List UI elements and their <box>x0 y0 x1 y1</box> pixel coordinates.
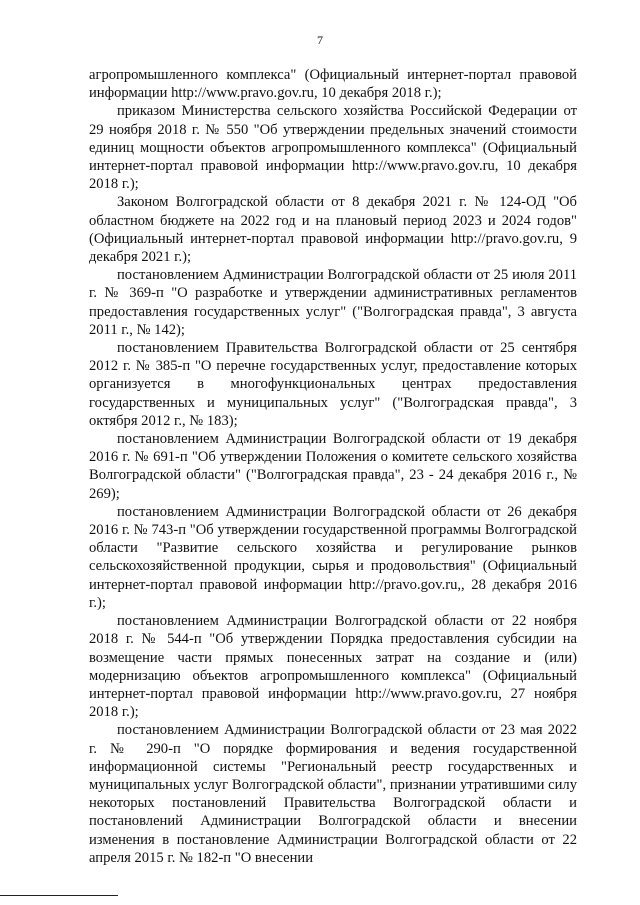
paragraph: Законом Волгоградской области от 8 декабря 2021 г. № 124-ОД "Об областном бюджете на 2022 год и на плановый период 2023 и 2024 годов" (Официальный интернет-портал правовой информации http://pravo.gov.ru, 9 декабря 2021 г.); <box>89 194 577 266</box>
paragraph: постановлением Администрации Волгоградской области от 22 ноября 2018 г. № 544-п "Об утверждении Порядка предоставления субсидии на возмещение части прямых понесенных затрат на создание и (или) модернизацию объектов агропромышленного комплекса" (Официальный интернет-портал правовой информации http://www.pravo.gov.ru, 27 ноября 2018 г.); <box>89 613 577 721</box>
paragraph: постановлением Администрации Волгоградской области от 19 декабря 2016 г. № 691-п "Об утверждении Положения о комитете сельского хозяйства Волгоградской области" ("Волгоградская правда", 23 - 24 декабря 2016 г., № 269); <box>89 431 577 502</box>
paragraph: приказом Министерства сельского хозяйства Российской Федерации от 29 ноября 2018 г. № 550 "Об утверждении предельных значений стоимости единиц мощности объектов агропромышленного комплекса" (Официальный интернет-портал правовой информации http://www.pravo.gov.ru, 10 декабря 2018 г.); <box>89 103 577 193</box>
paragraph: агропромышленного комплекса" (Официальный интернет-портал правовой информации http://www.pravo.gov.ru, 10 декабря 2018 г.); <box>89 67 577 102</box>
document-body <box>89 66 577 867</box>
paragraph: постановлением Администрации Волгоградской области от 23 мая 2022 г. № 290-п "О порядке формирования и ведения государственной информационной системы "Региональный реестр государственных и муниципальных услуг Волгоградской области", признании утратившими силу некоторых постановлений Правительства Волгоградской области и постановлений Администрации Волгоградской области и внесении изменения в постановление Администрации Волгоградской области от 22 апреля 2015 г. № 182-п "О внесении <box>89 722 577 866</box>
paragraph: постановлением Правительства Волгоградской области от 25 сентября 2012 г. № 385-п "О перечне государственных услуг, предоставление которых организуется в многофункциональных центрах предоставления государственных и муниципальных услуг" ("Волгоградская правда", 3 октября 2012 г., № 183); <box>89 340 577 429</box>
page-number: 7 <box>317 33 323 47</box>
footer-rule <box>0 895 118 896</box>
paragraph: постановлением Администрации Волгоградской области от 25 июля 2011 г. № 369-п "О разработке и утверждении административных регламентов предоставления государственных услуг" ("Волгоградская правда", 3 августа 2011 г., № 142); <box>89 267 577 338</box>
paragraph: постановлением Администрации Волгоградской области от 26 декабря 2016 г. № 743-п "Об утверждении государственной программы Волгоградской области "Развитие сельского хозяйства и регулирование рынков сельскохозяйственной продукции, сырья и продовольствия" (Официальный интернет-портал правовой информации http://pravo.gov.ru,, 28 декабря 2016 г.); <box>89 503 577 611</box>
